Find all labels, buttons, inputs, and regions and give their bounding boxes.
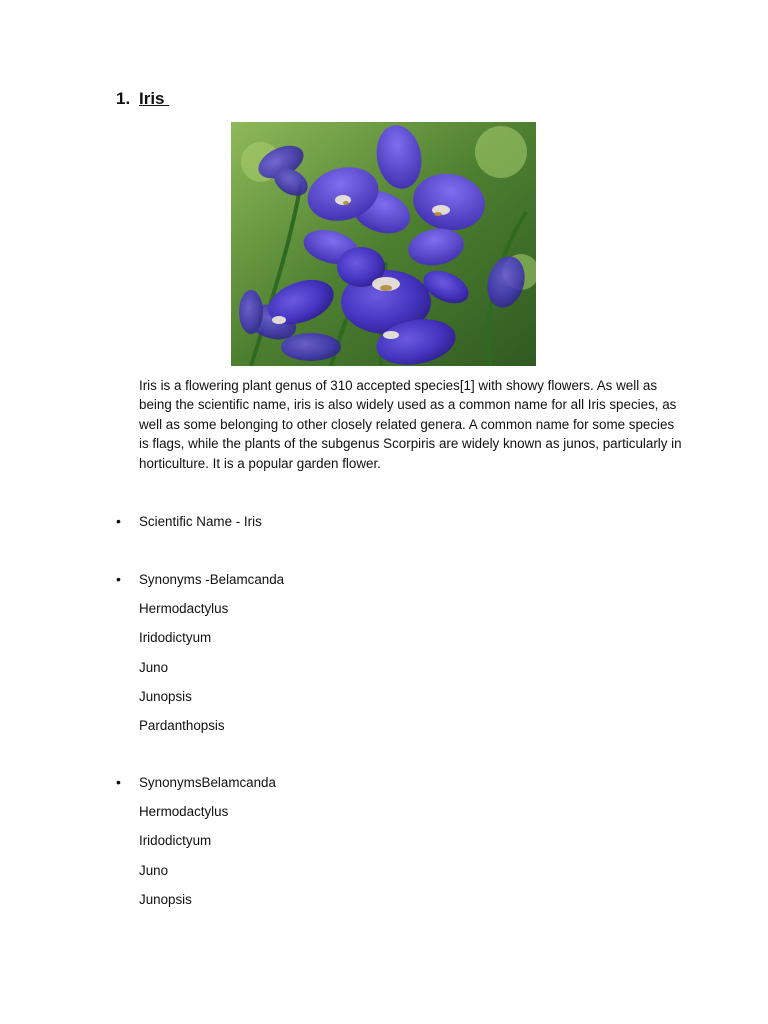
heading-number: 1. [116,89,131,108]
bullet-text: Synonyms -Belamcanda [139,572,285,587]
synonym-text: Juno [139,659,169,675]
synonym-text: Junopsis [139,891,192,907]
bullet-marker: • [116,774,121,790]
section-heading [116,88,169,110]
bullet-marker: • [116,513,121,529]
description-paragraph: Iris is a flowering plant genus of 310 accepted species[1] with showy flowers. As well as being the scientific name, iris is also widely used as a common name for all Iris species, as well as some belonging to other closely related genera. A common name for some species is flags, while the plants of the subgenus Scorpiris are widely known as junos, particularly in horticulture. It is a popular garden flower. [139,378,682,471]
iris-flower-photo [231,122,536,366]
synonym-text: Iridodictyum [139,833,212,849]
heading-title: Iris [139,89,170,108]
synonym-text: Hermodactylus [139,601,229,617]
synonym-text: Pardanthopsis [139,717,225,733]
synonym-text: Juno [139,862,169,878]
bullet-text: SynonymsBelamcanda [139,775,276,790]
synonym-text: Iridodictyum [139,630,212,646]
synonym-text: Junopsis [139,688,192,704]
bullet-marker: • [116,571,121,587]
bullet-text: Scientific Name - Iris [139,514,262,529]
synonym-text: Hermodactylus [139,804,229,820]
